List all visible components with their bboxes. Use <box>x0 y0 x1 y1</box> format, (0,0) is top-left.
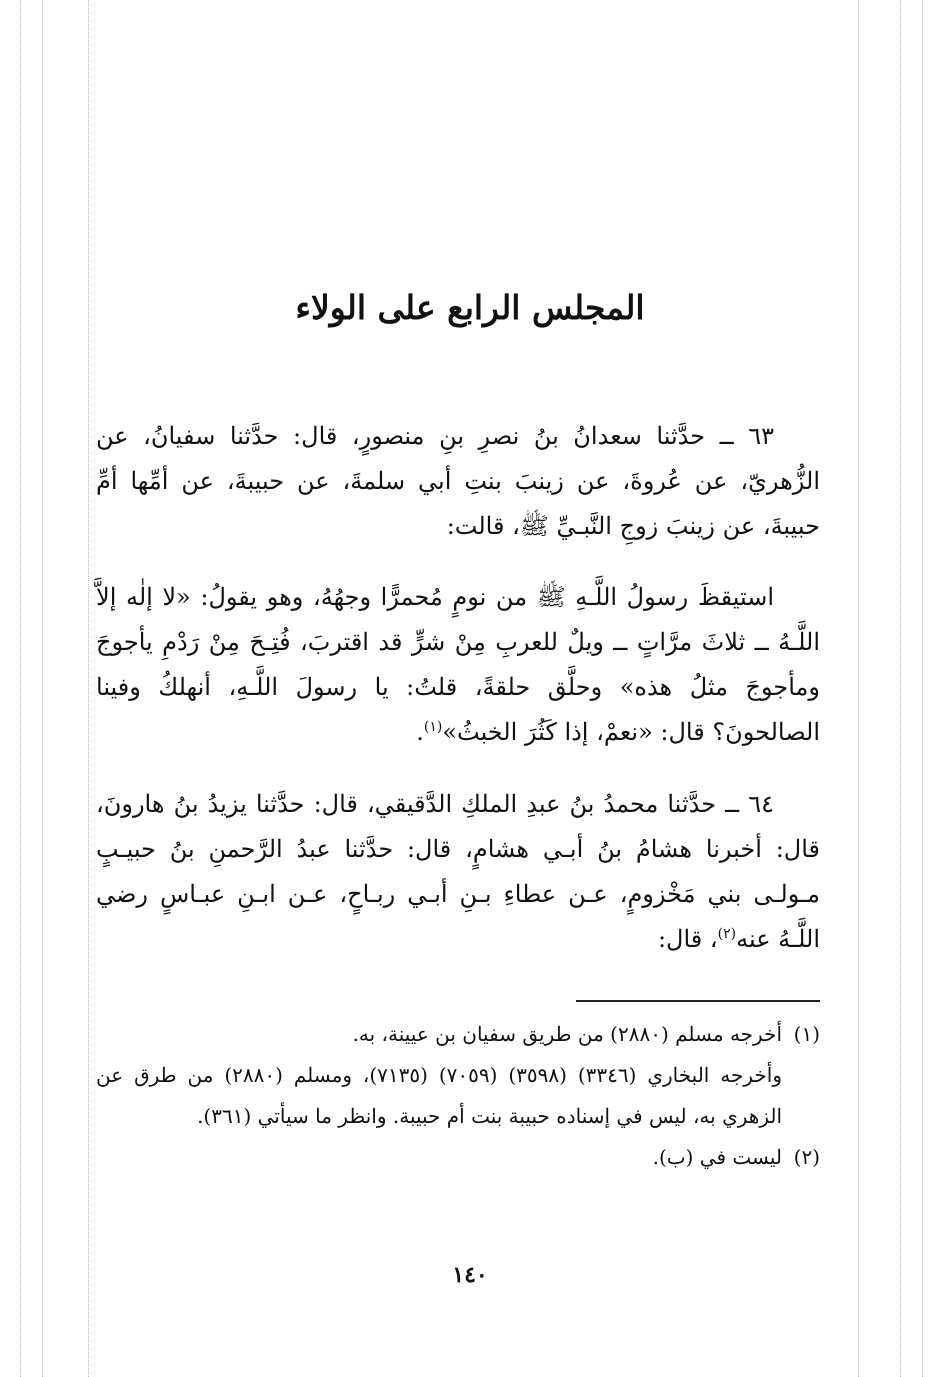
footnote-divider <box>576 1000 820 1002</box>
chapter-title: المجلس الرابع على الولاء <box>295 288 645 327</box>
footnote-2-number: (٢) <box>793 1145 820 1169</box>
hadith-63-paragraph <box>96 414 820 549</box>
hadith-63-text: ٦٣ ــ حدَّثنا سعدانُ بنُ نصرِ بنِ منصورٍ، قال: حدَّثنا سفيانُ، عن الزُّهريّ، عن عُروةَ، عن زينبَ بنتِ أبي سلمةَ، عن حبيبةَ، عن أمِّها أمِّ حبيبةَ، عن زينبَ زوجِ النَّبـيِّ ﷺ، قالت: <box>96 422 820 540</box>
footnote-1-text: أخرجه مسلم (٢٨٨٠) من طريق سفيان بن عيينة، به. <box>352 1022 782 1046</box>
margin-guide-line <box>42 0 43 1377</box>
hadith-64-paragraph <box>96 782 820 962</box>
footnote-1-continuation: وأخرجه البخاري (٣٣٤٦) (٣٥٩٨) (٧٠٥٩) (٧١٣٥)، ومسلم (٢٨٨٠) من طرق عن الزهري به، ليس في إسناده حبيبة بنت أم حبيبة. وانظر ما سيأتي (٣٦١). <box>96 1063 782 1128</box>
margin-guide-line <box>20 0 21 1377</box>
footnote-2 <box>96 1137 820 1178</box>
margin-guide-line <box>88 0 89 1377</box>
footnote-2-text: ليست في (ب). <box>652 1145 782 1169</box>
margin-guide-line <box>858 0 859 1377</box>
footnote-ref-2[interactable]: (٢) <box>717 926 737 942</box>
footnote-1-number: (١) <box>793 1022 820 1046</box>
margin-guide-line <box>900 0 901 1377</box>
footnotes-section <box>96 1014 820 1178</box>
page-number: ١٤٠ <box>452 1262 488 1288</box>
footnote-1 <box>96 1014 820 1055</box>
hadith-63-matn-paragraph: استيقظَ رسولُ اللَّـهِ ﷺ من نومٍ مُحمرًّا وجهُهُ، وهو يقولُ: «لا إلٰه إلاَّ اللَّـهُ ــ ثلاثَ مرَّاتٍ ــ ويلٌ للعربِ مِنْ شرٍّ قد اقتربَ، فُتِـحَ مِنْ رَدْمِ يأجوجَ ومأجوجَ مثلُ هذه» وحلَّق حلقةً، قلتُ: يا رسولَ اللَّـهِ، أنهلكُ وفينا الصالحونَ؟ قال: «نعمْ، إذا كَثُرَ الخبثُ»$^{(١)}$. <box>96 583 820 746</box>
hadith-64-text: ٦٤ ــ حدَّثنا محمدُ بنُ عبدِ الملكِ الدَّقيقي، قال: حدَّثنا يزيدُ بنُ هارونَ، قال: أخبرنا هشامُ بنُ أبـي هشامٍ، قال: حدَّثنا عبدُ الرَّحمنِ بنُ حبيـبٍ مـولـى بني مَخْزومٍ، عـن عطاءِ بـنِ أبـي ربـاحٍ، عـن ابـنِ عبـاسٍ رضي اللَّـهُ عنه <box>96 790 820 953</box>
footnote-ref-1[interactable]: (١) <box>423 719 443 735</box>
hadith-64-text-end: ، قال: <box>657 925 718 953</box>
hadith-63-matn-text: استيقظَ رسولُ اللَّـهِ ﷺ من نومٍ مُحمرًّا وجهُهُ، وهو يقولُ: «لا إلٰه إلاَّ اللَّـهُ ــ ثلاثَ مرَّاتٍ ــ ويلٌ للعربِ مِنْ شرٍّ قد اقتربَ، فُتِـحَ مِنْ رَدْمِ يأجوجَ ومأجوجَ مثلُ هذه» وحلَّق حلقةً، قلتُ: يا رسولَ اللَّـهِ، أنهلكُ وفينا الصالحونَ؟ قال: «نعمْ، إذا كَثُرَ الخبثُ» <box>96 583 820 746</box>
margin-guide-line <box>922 0 923 1377</box>
